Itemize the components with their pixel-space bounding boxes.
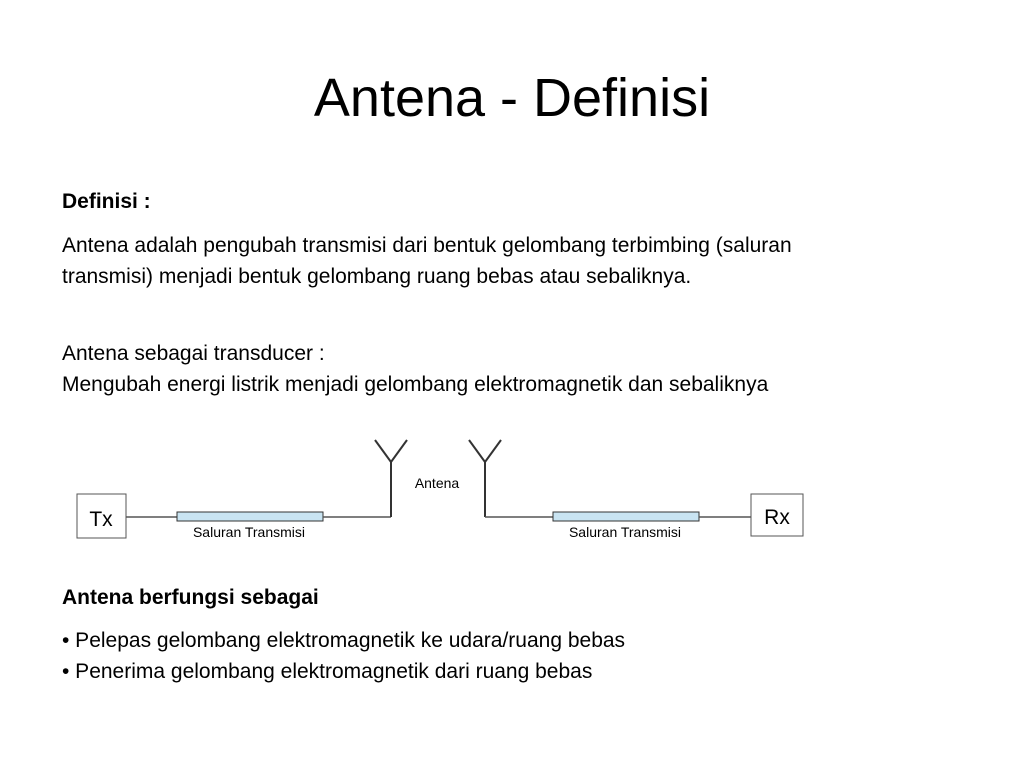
left-transmission-line xyxy=(177,512,323,521)
antenna-label: Antena xyxy=(414,475,460,491)
list-item: • Pelepas gelombang elektromagnetik ke udara/ruang bebas xyxy=(62,629,626,652)
transducer-block xyxy=(62,338,822,400)
fungsi-heading: Antena berfungsi sebagai xyxy=(62,586,319,609)
fungsi-list xyxy=(62,625,625,687)
definisi-heading: Definisi : xyxy=(62,190,151,213)
transducer-text: Mengubah energi listrik menjadi gelombang elektromagnetik dan sebaliknya xyxy=(62,373,769,396)
antenna-diagram xyxy=(0,430,1024,570)
right-transmission-line xyxy=(553,512,699,521)
list-item: • Penerima gelombang elektromagnetik dari ruang bebas xyxy=(62,660,593,683)
left-antenna-icon xyxy=(375,440,407,517)
right-transmission-label: Saluran Transmisi xyxy=(568,524,682,540)
tx-label: Tx xyxy=(89,508,113,531)
right-antenna-icon xyxy=(469,440,501,517)
rx-label: Rx xyxy=(764,506,790,529)
slide-title: Antena - Definisi xyxy=(313,68,711,128)
transducer-heading: Antena sebagai transducer : xyxy=(62,342,325,365)
definisi-text: Antena adalah pengubah transmisi dari bentuk gelombang terbimbing (saluran transmisi) menjadi bentuk gelombang ruang bebas atau sebaliknya. xyxy=(62,234,792,288)
left-transmission-label: Saluran Transmisi xyxy=(192,524,306,540)
